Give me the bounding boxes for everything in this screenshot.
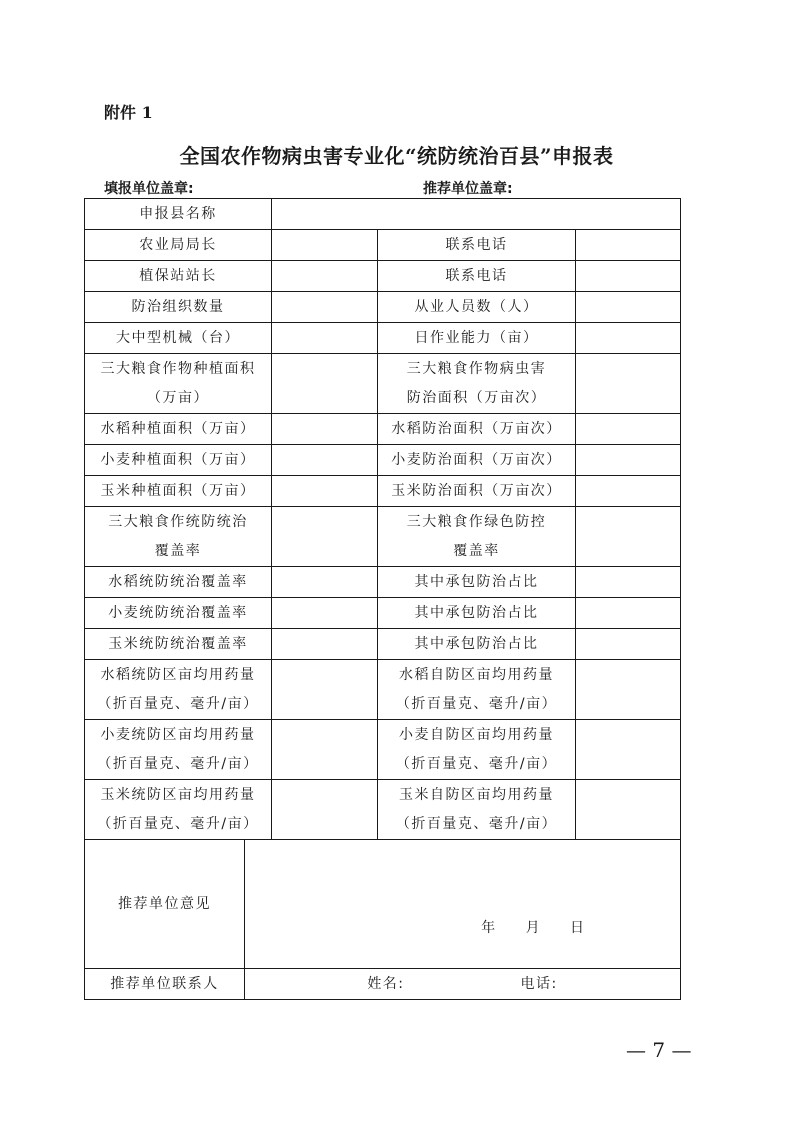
field-label: 联系电话 [378, 261, 576, 292]
contact-phone-label: 电话: [520, 976, 558, 992]
field-label: 玉米防治面积（万亩次） [378, 476, 576, 507]
field-label: 小麦统防统治覆盖率 [85, 598, 272, 629]
field-label-line: （折百量克、毫升/亩） [97, 695, 259, 712]
field-label-line: 三大粮食作绿色防控 [406, 513, 547, 530]
form-row [85, 445, 681, 476]
field-value-input[interactable] [576, 230, 681, 261]
field-label [85, 354, 272, 414]
field-label-line: 水稻统防区亩均用药量 [100, 666, 256, 683]
opinion-label: 推荐单位意见 [85, 840, 245, 969]
opinion-input[interactable] [245, 840, 681, 969]
field-label [378, 507, 576, 567]
form-row [85, 720, 681, 780]
field-value-input[interactable] [272, 629, 378, 660]
field-value-input[interactable] [272, 445, 378, 476]
form-row [85, 230, 681, 261]
field-value-input[interactable] [272, 598, 378, 629]
field-label: 大中型机械（台） [85, 323, 272, 354]
field-label-line: 小麦自防区亩均用药量 [399, 726, 554, 743]
field-label: 小麦种植面积（万亩） [85, 445, 272, 476]
form-row [85, 629, 681, 660]
field-label [85, 660, 272, 720]
field-value-input[interactable] [576, 720, 681, 780]
field-label-line: 小麦统防区亩均用药量 [100, 726, 256, 743]
field-label [85, 720, 272, 780]
form-row [85, 598, 681, 629]
field-label-line: （万亩） [147, 389, 209, 406]
field-value-input[interactable] [576, 292, 681, 323]
form-row [85, 507, 681, 567]
form-row [85, 354, 681, 414]
filler-stamp-label: 填报单位盖章: [104, 181, 194, 197]
field-value-input[interactable] [576, 629, 681, 660]
field-label [85, 780, 272, 840]
form-row [85, 780, 681, 840]
field-value-input[interactable] [576, 660, 681, 720]
field-label: 日作业能力（亩） [378, 323, 576, 354]
field-label-line: 水稻自防区亩均用药量 [399, 666, 554, 683]
form-row [85, 660, 681, 720]
field-label-line: 覆盖率 [154, 542, 202, 559]
form-row [85, 292, 681, 323]
county-name-label: 申报县名称 [85, 199, 272, 230]
field-label: 小麦防治面积（万亩次） [378, 445, 576, 476]
contact-label: 推荐单位联系人 [85, 969, 245, 1000]
field-label: 防治组织数量 [85, 292, 272, 323]
field-label-line: （折百量克、毫升/亩） [97, 815, 259, 832]
field-label-line: （折百量克、毫升/亩） [97, 755, 259, 772]
field-label-line: （折百量克、毫升/亩） [395, 755, 558, 772]
field-label [378, 720, 576, 780]
field-value-input[interactable] [576, 414, 681, 445]
date-year-label: 年 [481, 920, 496, 936]
field-value-input[interactable] [576, 598, 681, 629]
field-value-input[interactable] [272, 292, 378, 323]
field-label-line: 三大粮食作统防统治 [108, 513, 248, 530]
field-label [378, 354, 576, 414]
form-row [85, 261, 681, 292]
field-label [378, 780, 576, 840]
field-label-line: （折百量克、毫升/亩） [395, 815, 558, 832]
field-value-input[interactable] [272, 261, 378, 292]
field-label: 水稻防治面积（万亩次） [378, 414, 576, 445]
field-label [85, 507, 272, 567]
recommender-stamp-label: 推荐单位盖章: [423, 181, 513, 197]
field-value-input[interactable] [576, 780, 681, 840]
field-value-input[interactable] [272, 567, 378, 598]
county-name-row [85, 199, 681, 230]
field-label: 水稻统防统治覆盖率 [85, 567, 272, 598]
field-label: 其中承包防治占比 [378, 629, 576, 660]
field-label-line: 三大粮食作物病虫害 [406, 360, 547, 377]
field-value-input[interactable] [576, 567, 681, 598]
date-day-label: 日 [570, 920, 585, 936]
field-value-input[interactable] [576, 445, 681, 476]
field-label: 玉米统防统治覆盖率 [85, 629, 272, 660]
field-label: 玉米种植面积（万亩） [85, 476, 272, 507]
field-label: 植保站站长 [85, 261, 272, 292]
field-label-line: 三大粮食作物种植面积 [100, 360, 256, 377]
field-label: 水稻种植面积（万亩） [85, 414, 272, 445]
field-label: 联系电话 [378, 230, 576, 261]
field-label: 农业局局长 [85, 230, 272, 261]
county-name-input[interactable] [272, 199, 681, 230]
field-label: 其中承包防治占比 [378, 598, 576, 629]
application-form-table [84, 198, 681, 1000]
field-label-line: 玉米自防区亩均用药量 [399, 786, 554, 803]
field-label-line: 覆盖率 [453, 542, 500, 559]
opinion-date [455, 918, 584, 938]
field-value-input[interactable] [272, 720, 378, 780]
field-value-input[interactable] [272, 476, 378, 507]
opinion-row [85, 840, 681, 969]
contact-name-label: 姓名: [367, 976, 405, 992]
field-value-input[interactable] [576, 507, 681, 567]
form-row [85, 323, 681, 354]
field-label [378, 660, 576, 720]
attachment-label: 附件 1 [104, 103, 153, 122]
field-value-input[interactable] [272, 780, 378, 840]
form-row [85, 414, 681, 445]
form-row [85, 476, 681, 507]
field-label: 从业人员数（人） [378, 292, 576, 323]
contact-row [85, 969, 681, 1000]
field-value-input[interactable] [272, 323, 378, 354]
field-label-line: 玉米统防区亩均用药量 [100, 786, 256, 803]
date-month-label: 月 [525, 920, 540, 936]
field-value-input[interactable] [576, 354, 681, 414]
form-title: 全国农作物病虫害专业化“统防统治百县”申报表 [179, 144, 614, 168]
page-number: — 7 — [626, 1038, 692, 1062]
form-row [85, 567, 681, 598]
field-value-input[interactable] [272, 414, 378, 445]
field-label-line: （折百量克、毫升/亩） [395, 695, 558, 712]
field-value-input[interactable] [576, 261, 681, 292]
field-value-input[interactable] [576, 476, 681, 507]
field-value-input[interactable] [272, 507, 378, 567]
field-value-input[interactable] [272, 230, 378, 261]
contact-input[interactable] [245, 969, 681, 1000]
field-label-line: 防治面积（万亩次） [406, 389, 547, 406]
field-value-input[interactable] [272, 354, 378, 414]
field-value-input[interactable] [272, 660, 378, 720]
field-label: 其中承包防治占比 [378, 567, 576, 598]
field-value-input[interactable] [576, 323, 681, 354]
